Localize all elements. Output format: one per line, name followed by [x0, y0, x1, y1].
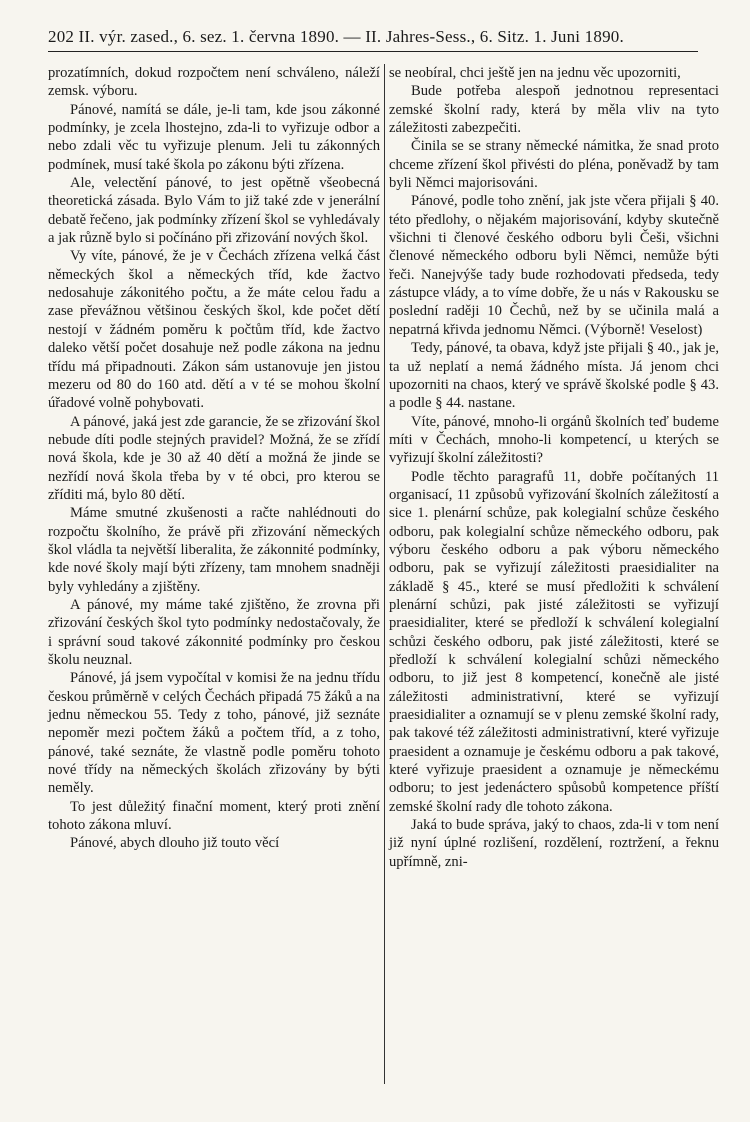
paragraph: Vy víte, pánové, že je v Čechách zřízena velká část německých škol a německých tříd, kde žactvo nedosahuje zákonitého počtu, a že máte celou řadu a zase převážnou většinou českých škol, kde počet dětí nestojí v žádném poměru k počtům tříd, kde žactvo daleko větší počet dosahuje než podle zákona na jednu třídu má připadnouti. Zákon sám ustanovuje jen jistou mezeru od 80 do 160 atd. dětí a v té se mohou školní úřadové volně pohybovati.	[48, 248, 380, 412]
paragraph: Tedy, pánové, ta obava, když jste přijali § 40., jak je, ta už neplatí a nemá žádného místa. Já jenom chci upozorniti na chaos, který ve správě školské podle § 43. a podle § 44. nastane.	[389, 340, 719, 412]
paragraph: Pánové, abych dlouho již touto věcí	[70, 835, 280, 852]
paragraph: Podle těchto paragrafů 11, dobře počítaných 11 organisací, 11 způsobů vyřizování školních záležitostí a sice 1. plenární schůze, pak kolegialní schůze českého odboru, pak kolegialní schůze německého odboru, pak výboru českého odboru a pak výboru německého odboru, pak se vyřizují záležitosti praesidialiter na základě § 45., které se musí předložiti k schválení plenární schůzi, pak jisté záležitosti se vyřizují praesidialiter, které se předloží k schválení kolegialní schůzi českého odboru, pak jisté záležitosti, které se předloží k schválení kolegialní schůzi německého odboru, to již jest 8 kompetencí, konečně ale jisté záležitosti administrativní, které se vyřizují praesidialiter a oznamují se v plenu zemské školní rady, pak takové též záležitosti administrativní, které vyřizuje praesident a oznamuje je českému odboru a pak takové, které vyřizuje praesident a oznamuje je německému odboru; to jest jedenáctero spůsobů kompetence příští zemské školní rady dle tohoto zákona.	[389, 468, 719, 815]
column-divider	[384, 64, 385, 1084]
paragraph: prozatímních, dokud rozpočtem není schváleno, náleží zemsk. výboru.	[48, 65, 380, 100]
paragraph: se neobíral, chci ještě jen na jednu věc upozorniti,	[389, 65, 681, 81]
paragraph: Máme smutné zkušenosti a račte nahlédnouti do rozpočtu školního, že právě při zřizování německých škol vládla ta největší liberalita, že zákonnité podmínky, kde nové školy mají býti zřízeny, tam mnohem snadněji byly vyhledány a zjištěny.	[48, 505, 380, 595]
paragraph: Pánové, podle toho znění, jak jste včera přijali § 40. této předlohy, o nějakém majorisování, kdyby skutečně všichni ti členové českého odboru byli Češi, všichni členové německého odboru byli Němci, nemůže býti řeči. Nanejvýše tady bude rozhodovati předseda, tedy zástupce vlády, a to víme dobře, že u nás v Rakousku se poslední raději 10 Čechů, než by se učinila malá a nepatrná křivda jednomu Němci. (Výborně! Veselost)	[389, 193, 719, 338]
paragraph: Činila se se strany německé námitka, že snad proto chceme zřízení škol přivésti do pléna, poněvadž by tam byli Němci majorisováni.	[389, 138, 719, 192]
paragraph: Jaká to bude správa, jaký to chaos, zda-li v tom není již nyní úplné rozlišení, rozdělení, roztržení, a řeknu upřímně, zni-	[389, 817, 719, 870]
paragraph: Bude potřeba alespoň jednotnou representaci zemské školní rady, která by měla vliv na tyto záležitosti zabezpečiti.	[389, 83, 719, 137]
paragraph: A pánové, my máme také zjištěno, že zrovna při zřizování českých škol tyto podmínky nedostačovaly, že i správní soud takové zákonnité podmínky pro českou školu neuznal.	[48, 596, 380, 668]
paragraph: Ale, velectění pánové, to jest opětně všeobecná theoretická zásada. Bylo Vám to již také zde v jenerální debatě řečeno, jak podmínky zřízení škol se vyhledávaly a jak různě bylo si počínáno při zřizování nových škol.	[48, 175, 380, 247]
paragraph: Víte, pánové, mnoho-li orgánů školních teď budeme míti v Čechách, mnoho-li kompetencí, u kterých se vyřizují školní záležitosti?	[389, 413, 719, 467]
left-column	[48, 64, 380, 853]
paragraph: Pánové, já jsem vypočítal v komisi že na jednu třídu českou průměrně v celých Čechách připadá 75 žáků a na jednu německou 55. Tedy z toho, pánové, již seznáte nepoměr mezi počtem žáků a počtem tříd, a z toho, pánové, také seznáte, že vlastně podle poměru tohoto nové třídy na německých školách zřizovány by býti neměly.	[48, 670, 380, 797]
paragraph: Pánové, namítá se dále, je-li tam, kde jsou zákonné podmínky, je zcela lhostejno, zda-li to vyřizuje odbor a nebo zdali věc tu vyřizuje plenum. Jeli tu zákonných podmínek, musí také škola po zákonu býti zřízena.	[48, 101, 380, 173]
paragraph: To jest důležitý finační moment, který proti znění tohoto zákona mluví.	[48, 798, 380, 834]
page-header: 202 II. výr. zased., 6. sez. 1. června 1890. — II. Jahres-Sess., 6. Sitz. 1. Juni 1890.	[48, 27, 698, 52]
right-column	[389, 64, 719, 871]
paragraph: A pánové, jaká jest zde garancie, že se zřizování škol nebude díti podle stejných pravidel? Možná, že se zřídí nová škola, kde je 30 až 40 dětí a možná že jinde se nezřídí nová škola třeba by v té obci, pro kterou se zříditi má, bylo 80 dětí.	[48, 413, 380, 503]
